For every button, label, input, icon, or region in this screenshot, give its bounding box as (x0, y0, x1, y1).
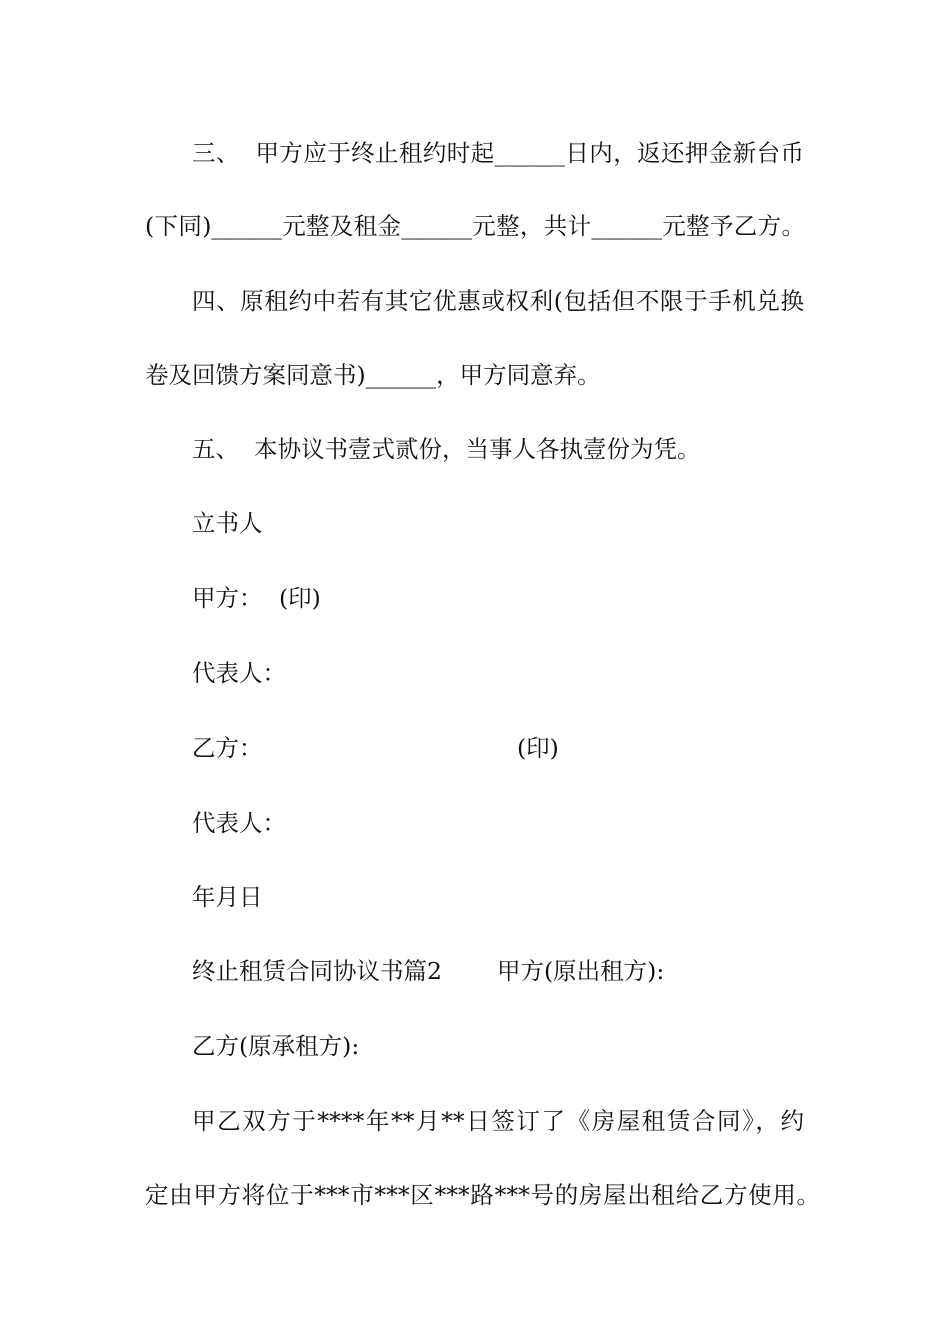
section-2-body-line-2: 定由甲方将位于***市***区***路***号的房屋出租给乙方使用。 (145, 1181, 820, 1209)
paragraph-3-line-1: 三、 甲方应于终止租约时起______日内，返还押金新台币 (192, 139, 804, 167)
section-2-party-b: 乙方(原承租方): (192, 1032, 360, 1060)
paragraph-4-line-2: 卷及回馈方案同意书)______，甲方同意弃。 (145, 361, 601, 389)
paragraph-5: 五、 本协议书壹式贰份，当事人各执壹份为凭。 (192, 435, 701, 463)
date-line: 年月日 (192, 883, 263, 911)
signer-label: 立书人 (192, 509, 263, 537)
representative-b-label: 代表人： (192, 809, 286, 837)
representative-a-label: 代表人： (192, 659, 286, 687)
paragraph-3-line-2: (下同)______元整及租金______元整，共计______元整予乙方。 (145, 212, 805, 240)
party-b-seal: (印) (517, 734, 559, 762)
section-2-party-a: 甲方(原出租方): (497, 957, 665, 985)
paragraph-4-line-1: 四、原租约中若有其它优惠或权利(包括但不限于手机兑换 (192, 287, 804, 315)
section-2-body-line-1: 甲乙双方于****年**月**日签订了《房屋租赁合同》，约 (192, 1107, 804, 1135)
party-b-label: 乙方： (192, 734, 263, 762)
party-a-label: 甲方： (192, 584, 263, 612)
party-a-seal: (印) (279, 584, 321, 612)
section-2-heading: 终止租赁合同协议书篇2 (192, 957, 442, 985)
